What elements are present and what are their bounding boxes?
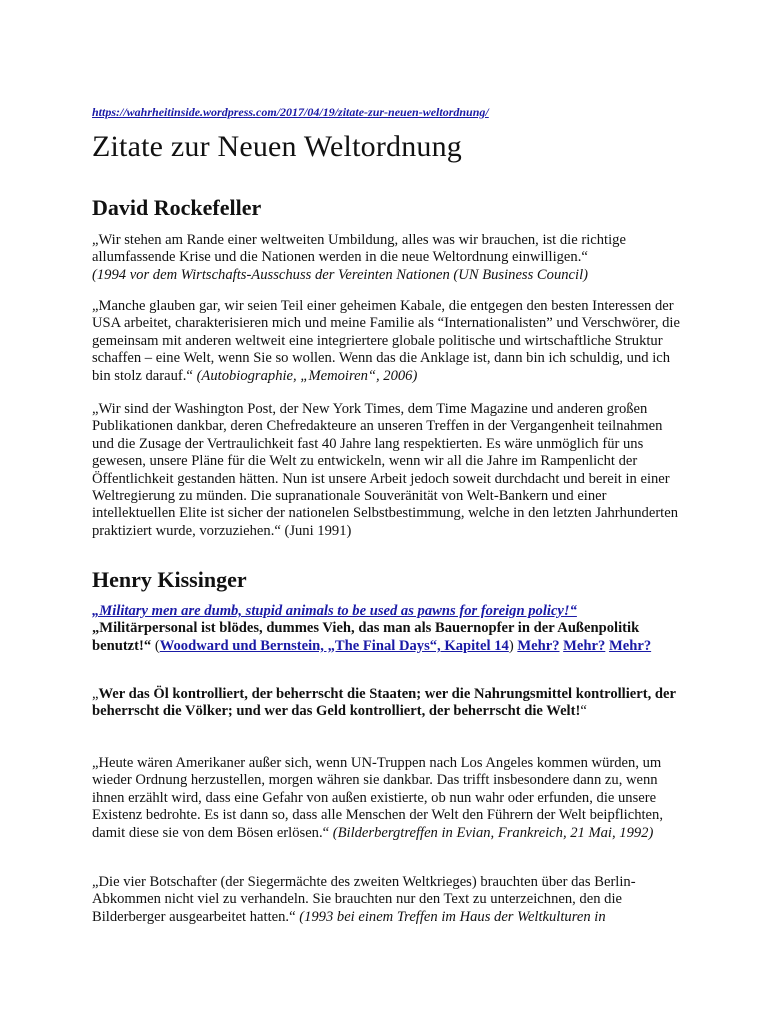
- more-link[interactable]: Mehr?: [563, 637, 606, 654]
- kissinger-quote-2: [92, 686, 682, 721]
- quote-text: Wer das Öl kontrolliert, der beherrscht die Staaten; wer die Nahrungsmittel kontrolliert, der beherrscht die Völker; und wer das Geld kontrolliert, der beherrscht die Welt!: [92, 686, 676, 720]
- quote-text: „Manche glauben gar, wir seien Teil einer geheimen Kabale, die entgegen den besten Interessen der USA arbeitet, charakterisieren mich und meine Familie als “Internationalisten” und Verschwörer, die gemeinsam mit anderen weltweit eine integriertere globale politische und wirtschaftliche Struktur schaffen – eine Welt, wenn Sie so wollen. Wenn das die Anklage ist, dann bin ich schuldig, und ich bin stolz darauf.“: [92, 298, 680, 384]
- more-link[interactable]: Mehr?: [517, 637, 560, 654]
- close-paren: ): [508, 637, 514, 654]
- quote-text: „Wir stehen am Rande einer weltweiten Umbildung, alles was wir brauchen, ist die richtige allumfassende Krise und die Nationen werden in die neue Weltordnung einwilligen.“: [92, 232, 626, 266]
- quote-source: (1994 vor dem Wirtschafts-Ausschuss der Vereinten Nationen (UN Business Council): [92, 266, 589, 283]
- page-title: Zitate zur Neuen Weltordnung: [92, 130, 463, 163]
- quote-text: „Die vier Botschafter (der Siegermächte des zweiten Weltkrieges) brauchten über das Berlin-Abkommen nicht viel zu verhandeln. Sie brauchten nur den Text zu unterzeichnen, den die Bilderberger ausgearbeitet hatten.“: [92, 874, 636, 925]
- quote-source: (Autobiographie, „Memoiren“, 2006): [196, 367, 418, 384]
- source-link[interactable]: https://wahrheitinside.wordpress.com/2017/04/19/zitate-zur-neuen-weltordnung/: [92, 105, 489, 119]
- rockefeller-quote-2: [92, 298, 682, 385]
- kissinger-quote-4: [92, 874, 682, 926]
- german-quote: „Militärpersonal ist blödes, dummes Vieh, das man als Bauernopfer in der Außenpolitik benutzt!“: [92, 620, 640, 654]
- heading-rockefeller: David Rockefeller: [92, 195, 262, 220]
- english-quote-link[interactable]: „Military men are dumb, stupid animals to be used as pawns for foreign policy!“: [92, 603, 577, 619]
- kissinger-quote-3: [92, 755, 682, 842]
- quote-source: (1993 bei einem Treffen im Haus der Weltkulturen in: [299, 908, 606, 925]
- more-link[interactable]: Mehr?: [608, 637, 652, 654]
- quote-text: „Wir sind der Washington Post, der New York Times, dem Time Magazine und anderen großen Publikationen dankbar, deren Chefredakteure an unseren Treffen in der Vergangenheit teilnahmen und die Zusage der Vertraulichkeit fast 40 Jahre lang respektierten. Es wäre unmöglich für uns gewesen, unsere Pläne für die Welt zu entwickeln, wenn wir all die Jahre im Rampenlicht der Öffentlichkeit gestanden hätten. Nun ist unsere Arbeit jedoch soweit durchdacht und bereit in einer Weltregierung zu münden. Die supranationale Souveränität von Welt-Bankern und einer intellektuellen Elite ist sicher der nationelen Selbstbestimmung, welche in den letzten Jahrhunderten praktiziert wurde, vorzuziehen.“ (Juni 1991): [92, 401, 679, 539]
- quote-open: „: [92, 686, 99, 702]
- open-paren: (: [154, 637, 160, 654]
- quote-source: (Bilderbergtreffen in Evian, Frankreich, 21 Mai, 1992): [332, 824, 654, 841]
- quote-close: “: [580, 703, 587, 720]
- quote-text: „Heute wären Amerikaner außer sich, wenn UN-Truppen nach Los Angeles kommen würden, um wieder Ordnung herzustellen, morgen währen sie dankbar. Das trifft insbesondere dann zu, wenn ihnen erzählt wird, dass eine Gefahr von außen existierte, ob nun wahr oder erfunden, die unsere Existenz bedrohte. Es ist dann so, dass alle Menschen der Welt den Führern der Welt beipflichten, damit diese sie von dem Bösen erlösen.“: [92, 755, 663, 841]
- kissinger-quote-1: [92, 603, 682, 655]
- rockefeller-quote-1: [92, 232, 682, 284]
- heading-kissinger: Henry Kissinger: [92, 567, 247, 592]
- rockefeller-quote-3: [92, 401, 682, 540]
- reference-link[interactable]: Woodward und Bernstein, „The Final Days“, Kapitel 14: [159, 637, 509, 654]
